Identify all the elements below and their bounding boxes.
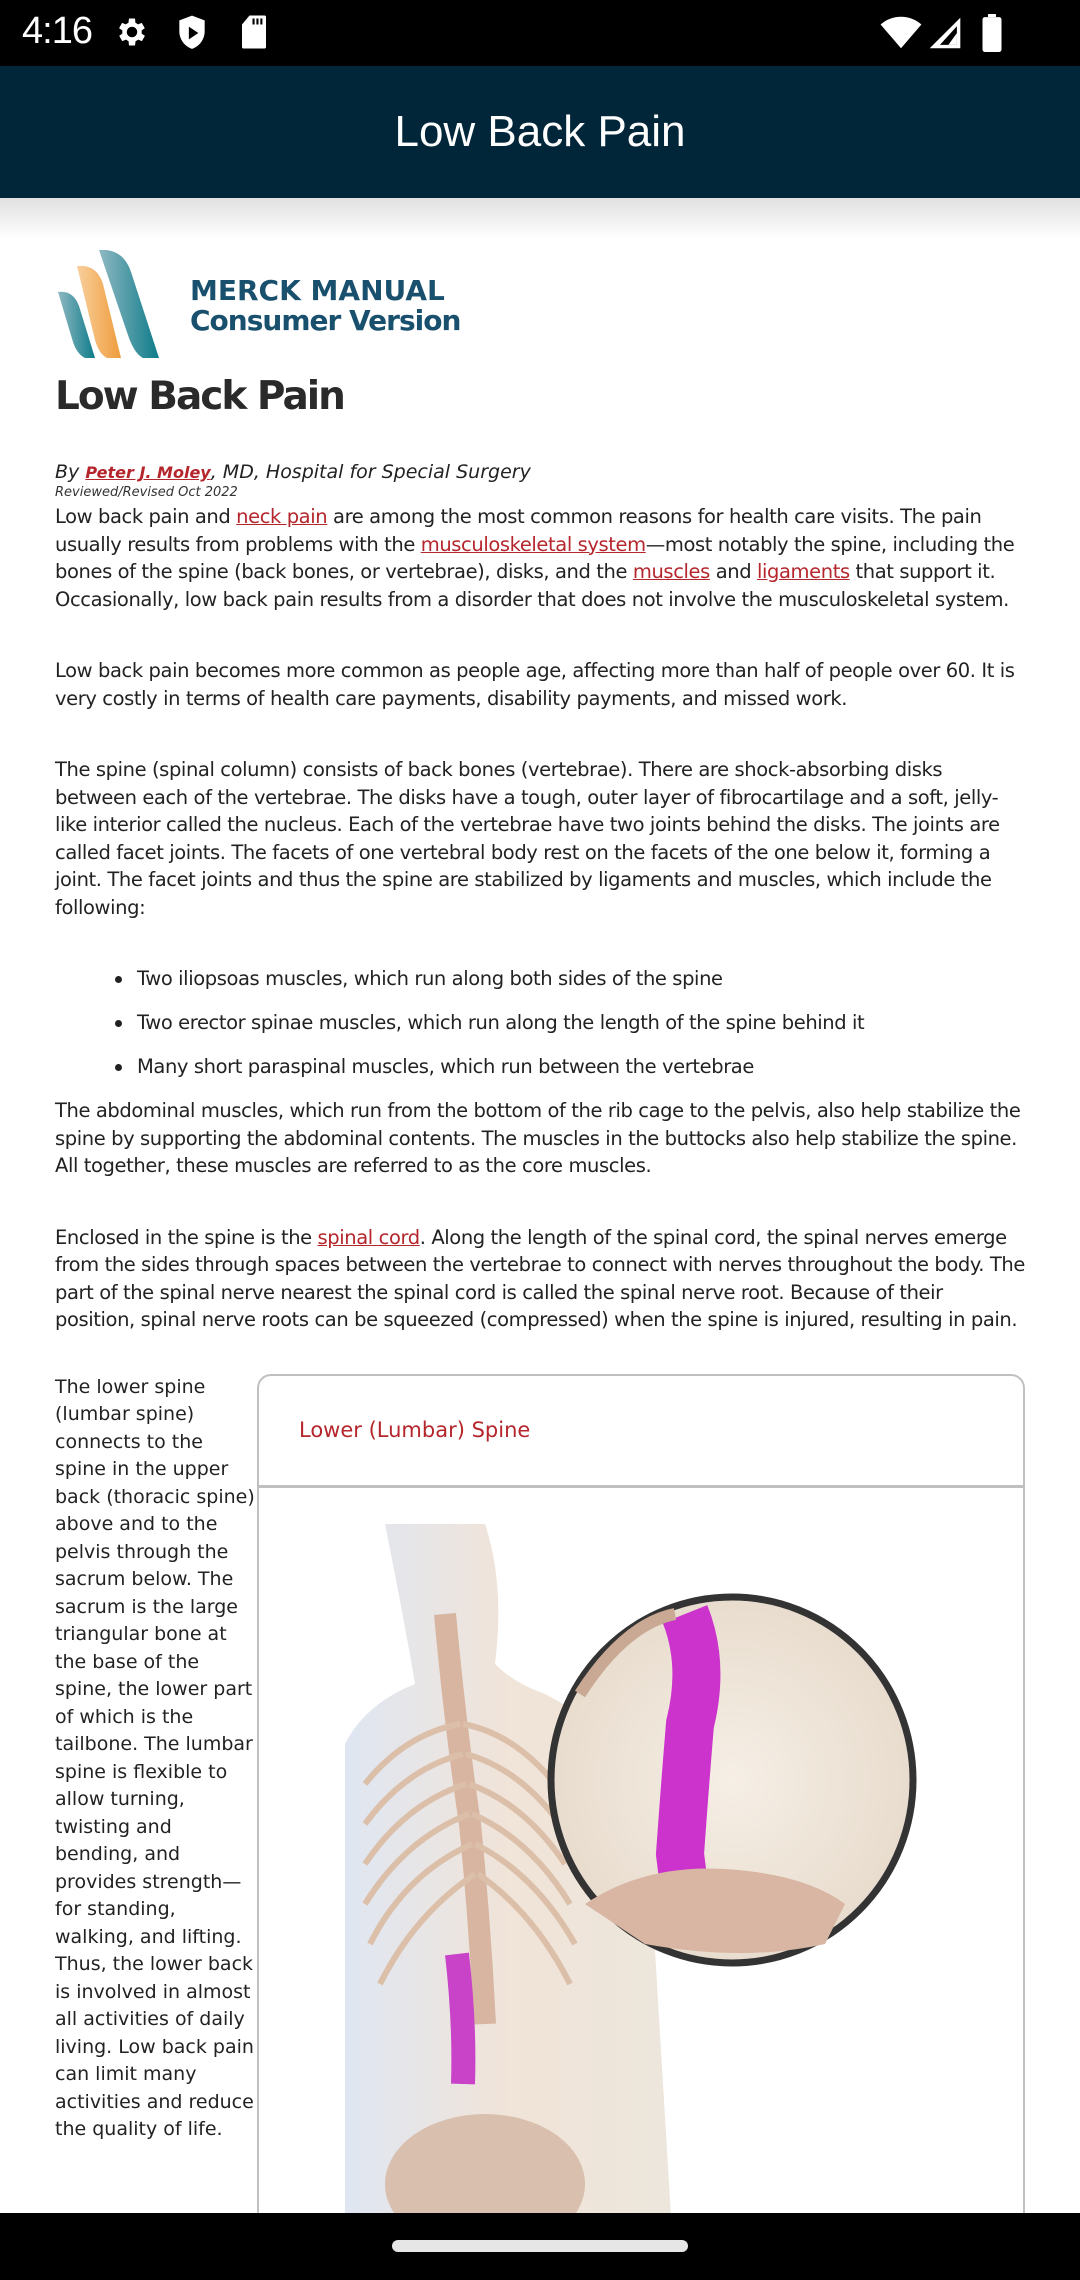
figure-title[interactable]: Lower (Lumbar) Spine: [299, 1418, 531, 1442]
muscle-list: [137, 965, 1025, 1080]
merck-manual-logo[interactable]: [55, 238, 1025, 370]
navigation-bar: [0, 2213, 1080, 2280]
paragraph-spine: The spine (spinal column) consists of back bones (vertebrae). There are shock-absorbing disks between each of the vertebrae. The disks have a tough, outer layer of fibrocartilage and a soft, jelly-like interior called the nucleus. Each of the vertebrae have two joints behind the disks. The joints are called facet joints. The facets of one vertebral body rest on the facets of the one below it, forming a joint. The facet joints and thus the spine are stabilized by ligaments and muscles, which include the following:: [55, 758, 1000, 919]
article-title: Low Back Pain: [55, 374, 344, 419]
logo-line-1: MERCK MANUAL: [190, 274, 445, 307]
paragraph-spinal-cord: [55, 1224, 1025, 1334]
text-span: are among the most common reasons for health care visits. The pain usually results from problems with the: [55, 505, 982, 556]
figure-card-lumbar-spine[interactable]: [257, 1374, 1025, 2280]
list-item: Many short paraspinal muscles, which run between the vertebrae: [137, 1053, 1025, 1080]
text-span: . Along the length of the spinal cord, the spinal nerves emerge from the sides through spaces between the vertebrae to connect with nerves throughout the body. The part of the spinal nerve nearest the spinal cord is called the spinal nerve root. Because of their position, spinal nerve roots can be squeezed (compressed) when the spine is injured, resulting in pain.: [55, 1225, 1025, 1331]
link-muscles[interactable]: muscles: [632, 560, 710, 583]
lumbar-spine-illustration[interactable]: [345, 1524, 937, 2280]
byline-prefix: By: [55, 461, 80, 483]
app-bar-title: Low Back Pain: [394, 107, 686, 156]
figure-header: [259, 1376, 1023, 1488]
app-bar-shadow: [0, 198, 1080, 238]
battery-icon: [982, 14, 1002, 56]
article-content: [55, 238, 1025, 2274]
paragraph-intro: [55, 503, 1025, 613]
link-musculoskeletal-system[interactable]: musculoskeletal system: [420, 532, 646, 556]
lumbar-description: The lower spine (lumbar spine) connects to the spine in the upper back (thoracic spine) above and to the pelvis through the sacrum below. The sacrum is the large triangular bone at the base of the spine, the lower part of which is the tailbone. The lumbar spine is flexible to allow turning, twisting and bending, and provides strength—for standing, walking, and lifting. Thus, the lower back is involved in almost all activities of daily living. Low back pain can limit many activities and reduce the quality of life.: [55, 1375, 255, 2140]
sd-card-icon: [240, 14, 268, 54]
paragraph-age: Low back pain becomes more common as people age, affecting more than half of people over 60. It is very costly in terms of health care payments, disability payments, and missed work.: [55, 659, 1015, 710]
logo-text: [190, 276, 460, 336]
text-span: —most notably the spine, including the bones of the spine (back bones, or vertebrae), disks, and the: [55, 532, 1015, 583]
wifi-icon: [880, 16, 922, 54]
gear-icon: [114, 14, 150, 54]
author-link[interactable]: Peter J. Moley: [85, 463, 211, 482]
figure-section: [55, 1374, 1025, 2274]
link-neck-pain[interactable]: neck pain: [236, 505, 328, 528]
logo-line-2: Consumer Version: [190, 304, 461, 337]
link-spinal-cord[interactable]: spinal cord: [317, 1225, 420, 1249]
lumbar-highlight: [457, 1954, 463, 2084]
link-ligaments[interactable]: ligaments: [756, 560, 850, 583]
byline: [55, 460, 1025, 485]
text-span: Enclosed in the spine is the: [55, 1225, 318, 1249]
byline-affiliation: , MD, Hospital for Special Surgery: [210, 461, 531, 483]
app-bar: [0, 66, 1080, 198]
merck-logo-icon: [55, 250, 167, 362]
list-item: Two erector spinae muscles, which run along the length of the spine behind it: [137, 1009, 1025, 1036]
text-span: and: [709, 560, 757, 583]
status-time: 4:16: [22, 10, 92, 52]
paragraph-abdominal: The abdominal muscles, which run from the bottom of the rib cage to the pelvis, also help stabilize the spine by supporting the abdominal contents. The muscles in the buttocks also help stabilize the spine. All together, these muscles are referred to as the core muscles.: [55, 1099, 1021, 1177]
list-item: Two iliopsoas muscles, which run along both sides of the spine: [137, 965, 1025, 992]
text-span: Low back pain and: [55, 505, 237, 528]
reviewed-date: Reviewed/Revised Oct 2022: [55, 485, 238, 500]
text-span: that support it. Occasionally, low back pain results from a disorder that does not involve the musculoskeletal system.: [55, 560, 1009, 611]
home-gesture-handle[interactable]: [392, 2240, 688, 2252]
shield-play-icon: [176, 14, 208, 56]
status-bar: [0, 0, 1080, 66]
signal-icon: [928, 16, 962, 54]
